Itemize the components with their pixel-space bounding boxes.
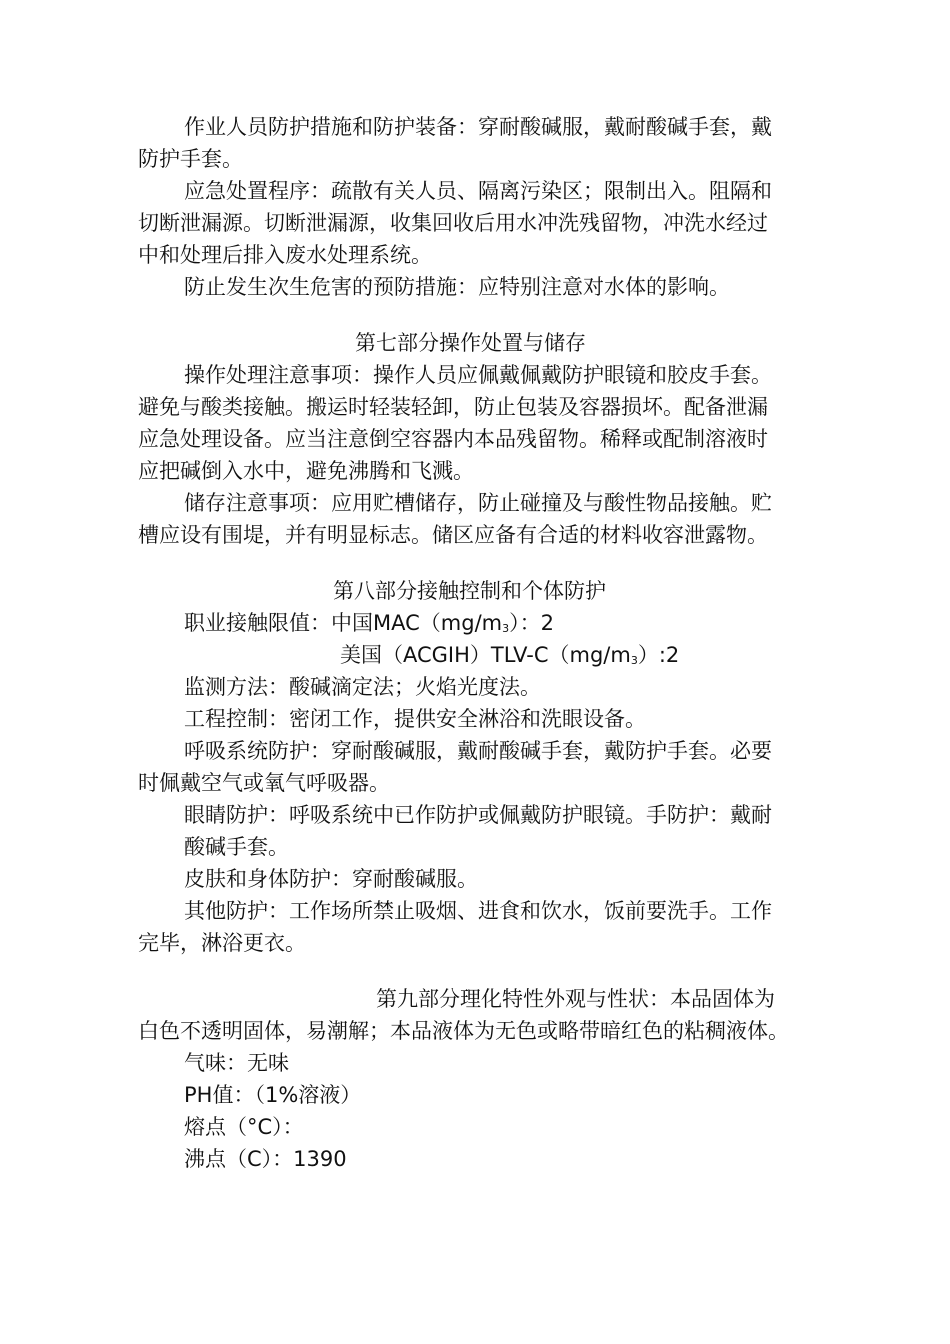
handling-line-1: 操作处理注意事项：操作人员应佩戴佩戴防护眼镜和胶皮手套。 xyxy=(184,363,772,387)
handling-line-4: 应把碱倒入水中，避免沸腾和飞溅。 xyxy=(138,459,474,483)
storage-line-2: 槽应设有围堤，并有明显标志。储区应备有合适的材料收容泄露物。 xyxy=(138,523,768,547)
limit-us-suffix: ）:2 xyxy=(637,643,680,667)
storage-line-1: 储存注意事项：应用贮槽储存，防止碰撞及与酸性物品接触。贮 xyxy=(184,491,772,515)
appearance-line: 白色不透明固体，易潮解；本品液体为无色或略带暗红色的粘稠液体。 xyxy=(138,1019,789,1043)
handling-line-2: 避免与酸类接触。搬运时轻装轻卸，防止包装及容器损坏。配备泄漏 xyxy=(138,395,768,419)
limit-us-sub: 3 xyxy=(630,654,638,667)
skin-protection: 皮肤和身体防护：穿耐酸碱服。 xyxy=(184,867,478,891)
respiratory-protection-line-1: 呼吸系统防护：穿耐酸碱服，戴耐酸碱手套，戴防护手套。必要 xyxy=(184,739,772,763)
protection-measures-line-2: 防护手套。 xyxy=(138,147,243,171)
section-8-heading: 第八部分接触控制和个体防护 xyxy=(333,579,606,603)
boiling-point: 沸点（C）：1390 xyxy=(184,1147,347,1171)
emergency-procedure-line-2: 切断泄漏源。切断泄漏源，收集回收后用水冲洗残留物，冲洗水经过 xyxy=(138,211,768,235)
section-9-heading: 第九部分理化特性外观与性状：本品固体为 xyxy=(376,987,775,1011)
limit-cn-prefix: 职业接触限值：中国MAC（mg/m xyxy=(184,611,503,635)
prevention-measures-line: 防止发生次生危害的预防措施：应特别注意对水体的影响。 xyxy=(184,275,730,299)
limit-us-prefix: 美国（ACGIH）TLV-C（mg/m xyxy=(340,643,631,667)
monitoring-method: 监测方法：酸碱滴定法；火焰光度法。 xyxy=(184,675,541,699)
emergency-procedure-line-1: 应急处置程序：疏散有关人员、隔离污染区；限制出入。阻隔和 xyxy=(184,179,772,203)
eye-protection-line-2: 酸碱手套。 xyxy=(184,835,289,859)
eye-protection-line-1: 眼睛防护：呼吸系统中已作防护或佩戴防护眼镜。手防护：戴耐 xyxy=(184,803,772,827)
section-7-heading: 第七部分操作处置与储存 xyxy=(355,331,586,355)
other-protection-line-1: 其他防护：工作场所禁止吸烟、进食和饮水，饭前要洗手。工作 xyxy=(184,899,772,923)
other-protection-line-2: 完毕，淋浴更衣。 xyxy=(138,931,306,955)
emergency-procedure-line-3: 中和处理后排入废水处理系统。 xyxy=(138,243,432,267)
handling-line-3: 应急处理设备。应当注意倒空容器内本品残留物。稀释或配制溶液时 xyxy=(138,427,768,451)
melting-point: 熔点（°C）： xyxy=(184,1115,304,1139)
protection-measures-line-1: 作业人员防护措施和防护装备：穿耐酸碱服，戴耐酸碱手套，戴 xyxy=(184,115,772,139)
limit-cn-suffix: ）：2 xyxy=(509,611,554,635)
respiratory-protection-line-2: 时佩戴空气或氧气呼吸器。 xyxy=(138,771,390,795)
limit-cn-sub: 3 xyxy=(502,622,510,635)
engineering-control: 工程控制：密闭工作，提供安全淋浴和洗眼设备。 xyxy=(184,707,646,731)
exposure-limit-china xyxy=(184,607,554,639)
odor: 气味：无味 xyxy=(184,1051,289,1075)
ph-value: PH值：（1%溶液） xyxy=(184,1083,362,1107)
exposure-limit-usa xyxy=(340,639,679,671)
